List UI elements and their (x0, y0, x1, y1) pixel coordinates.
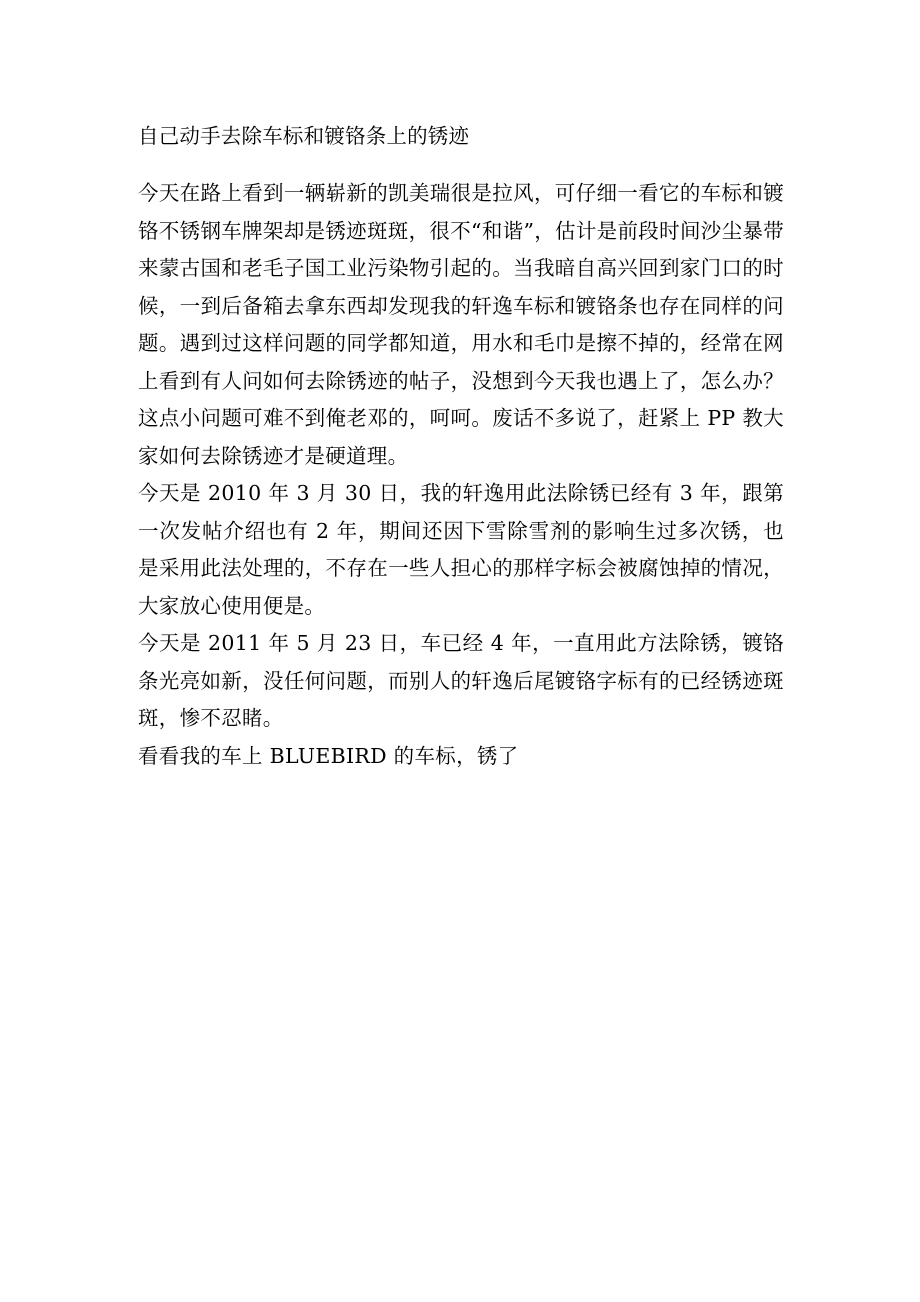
paragraph-bluebird-caption: 看看我的车上 BLUEBIRD 的车标，锈了 (138, 743, 519, 768)
paragraph-intro: 今天在路上看到一辆崭新的凯美瑞很是拉风，可仔细一看它的车标和镀铬不锈钢车牌架却是锈迹斑斑，很不“和谐”，估计是前段时间沙尘暴带来蒙古国和老毛子国工业污染物引起的。当我暗自高兴回到家门口的时候，一到后备箱去拿东西却发现我的轩逸车标和镀铬条也存在同样的问题。遇到过这样问题的同学都知道，用水和毛巾是擦不掉的，经常在网上看到有人问如何去除锈迹的帖子，没想到今天我也遇上了，怎么办？这点小问题可难不到俺老邓的，呵呵。废话不多说了，赶紧上 PP 教大家如何去除锈迹才是硬道理。 (138, 181, 784, 468)
document-title: 自己动手去除车标和镀铬条上的锈迹 (138, 124, 470, 148)
paragraph-update-2010: 今天是 2010 年 3 月 30 日，我的轩逸用此法除锈已经有 3 年，跟第一次发帖介绍也有 2 年，期间还因下雪除雪剂的影响生过多次锈，也是采用此法处理的，不存在一些人担心的那样字标会被腐蚀掉的情况，大家放心使用便是。 (138, 481, 784, 618)
paragraph-update-2011: 今天是 2011 年 5 月 23 日，车已经 4 年，一直用此方法除锈，镀铬条光亮如新，没任何问题，而别人的轩逸后尾镀铬字标有的已经锈迹斑斑，惨不忍睹。 (138, 631, 784, 730)
document-body (138, 118, 784, 775)
